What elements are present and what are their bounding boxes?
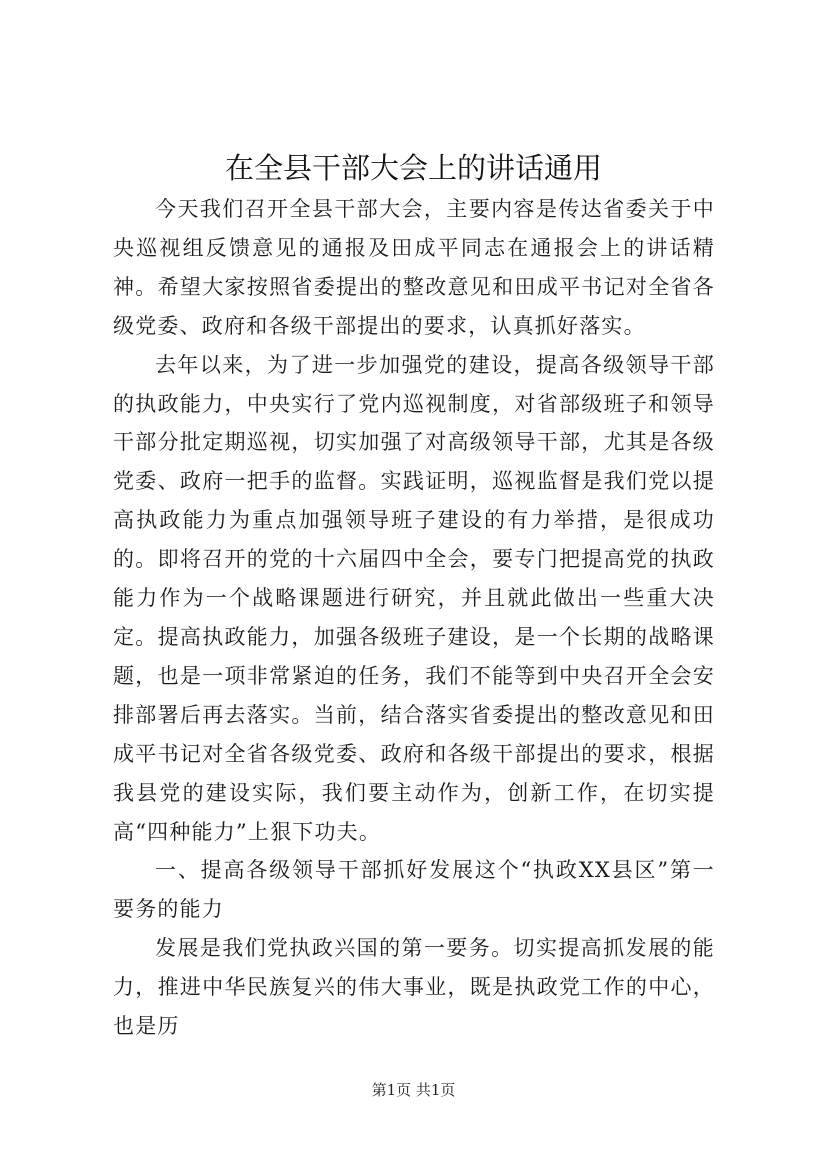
page-footer: 第1页 共1页 bbox=[371, 1081, 456, 1099]
paragraph-development: 发展是我们党执政兴国的第一要务。切实提高抓发展的能力，推进中华民族复兴的伟大事业，既是执政党工作的中心，也是历 bbox=[113, 936, 715, 1039]
paragraph-background: 去年以来，为了进一步加强党的建设，提高各级领导干部的执政能力，中央实行了党内巡视制度，对省部级班子和领导干部分批定期巡视，切实加强了对高级领导干部，尤其是各级党委、政府一把手的监督。实践证明，巡视监督是我们党以提高执政能力为重点加强领导班子建设的有力举措，是很成功的。即将召开的党的十六届四中全会，要专门把提高党的执政能力作为一个战略课题进行研究，并且就此做出一些重大决定。提高执政能力，加强各级班子建设，是一个长期的战略课题，也是一项非常紧迫的任务，我们不能等到中央召开全会安排部署后再去落实。当前，结合落实省委提出的整改意见和田成平书记对全省各级党委、政府和各级干部提出的要求，根据我县党的建设实际，我们要主动作为，创新工作，在切实提高“四种能力”上狠下功夫。 bbox=[113, 352, 715, 844]
document-body bbox=[113, 190, 715, 1046]
paragraph-intro: 今天我们召开全县干部大会，主要内容是传达省委关于中央巡视组反馈意见的通报及田成平同志在通报会上的讲话精神。希望大家按照省委提出的整改意见和田成平书记对全省各级党委、政府和各级干部提出的要求，认真抓好落实。 bbox=[113, 197, 715, 338]
document-title: 在全县干部大会上的讲话通用 bbox=[224, 151, 602, 185]
section-heading-1: 一、提高各级领导干部抓好发展这个“执政XX县区”第一要务的能力 bbox=[113, 858, 715, 922]
